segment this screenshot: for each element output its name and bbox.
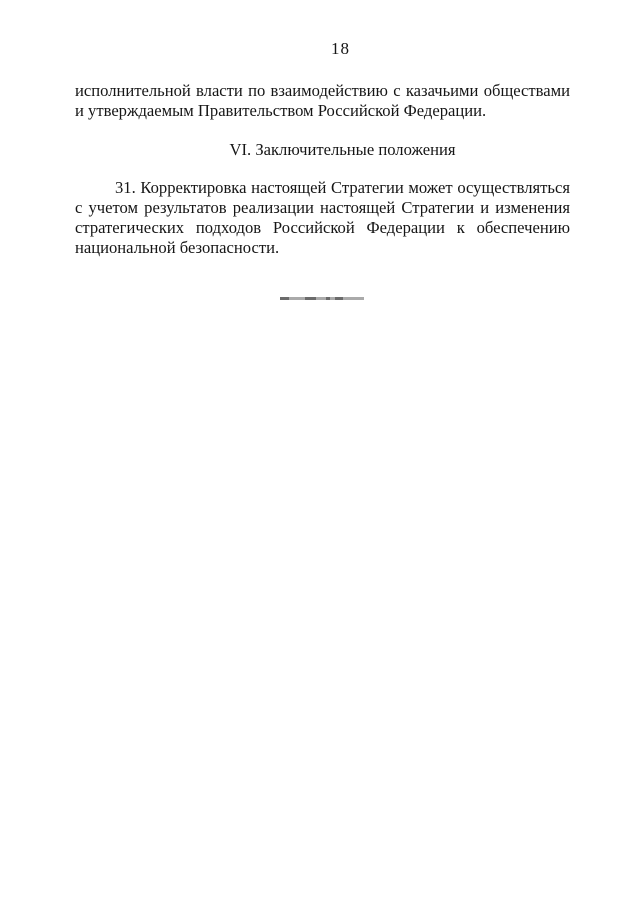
paragraph-line: 31. Корректировка настоящей Стратегии может осуществляться [115, 178, 570, 197]
paragraph-line: и утверждаемым Правительством Российской Федерации. [75, 101, 487, 120]
paragraph-line: национальной безопасности. [75, 238, 280, 257]
end-line-dash [280, 297, 289, 300]
page-number: 18 [331, 39, 350, 58]
section-heading: VI. Заключительные положения [229, 140, 456, 159]
paragraph-line: с учетом результатов реализации настоящей Стратегии и изменения [75, 198, 570, 217]
end-line-dash [326, 297, 330, 300]
paragraph-line: стратегических подходов Российской Федерации к обеспечению [75, 218, 570, 237]
end-line-dash [305, 297, 316, 300]
paragraph-continuation [75, 81, 570, 121]
paragraph-line: исполнительной власти по взаимодействию с казачьими обществами [75, 81, 570, 100]
end-of-document-line [280, 297, 364, 300]
paragraph-31 [75, 178, 570, 258]
end-line-dash [335, 297, 343, 300]
